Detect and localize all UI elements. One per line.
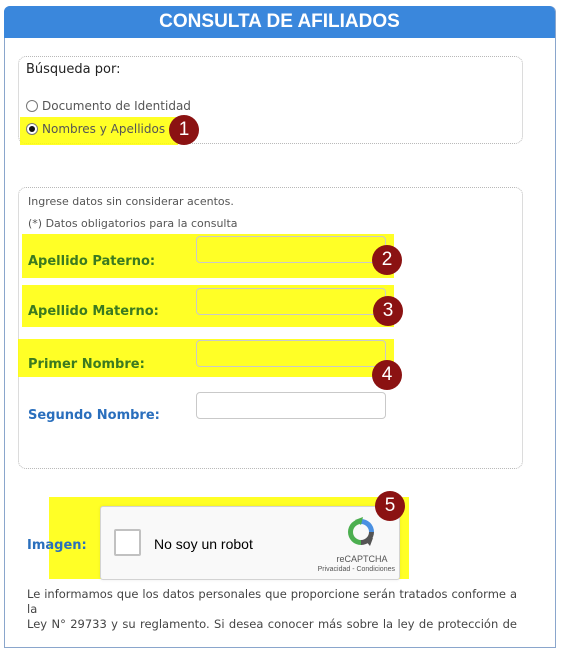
apellido-materno-label: Apellido Materno: bbox=[28, 304, 159, 319]
radio-label: Nombres y Apellidos bbox=[42, 122, 166, 136]
recaptcha-icon bbox=[345, 516, 377, 548]
segundo-nombre-label: Segundo Nombre: bbox=[28, 408, 160, 423]
search-by-label: Búsqueda por: bbox=[26, 62, 121, 77]
radio-label: Documento de Identidad bbox=[42, 99, 191, 113]
annotation-badge-2: 2 bbox=[372, 245, 402, 275]
page-title: CONSULTA DE AFILIADOS bbox=[4, 6, 555, 38]
recaptcha-brand: reCAPTCHA bbox=[336, 554, 388, 564]
privacy-notice-line-2: Ley N° 29733 y su reglamento. Si desea conocer más sobre la ley de protección de bbox=[27, 617, 517, 631]
apellido-paterno-input[interactable] bbox=[196, 236, 386, 263]
annotation-badge-5: 5 bbox=[375, 491, 405, 521]
segundo-nombre-input[interactable] bbox=[196, 392, 386, 419]
privacy-notice-line-1: Le informamos que los datos personales que proporcione serán tratados conforme a la bbox=[27, 587, 517, 616]
radio-button-checked[interactable] bbox=[26, 123, 38, 135]
primer-nombre-input[interactable] bbox=[196, 340, 386, 367]
radio-option-documento[interactable] bbox=[26, 99, 191, 113]
annotation-badge-3: 3 bbox=[373, 296, 403, 326]
form-hint-required: (*) Datos obligatorios para la consulta bbox=[28, 217, 238, 230]
recaptcha-checkbox[interactable] bbox=[114, 529, 141, 556]
apellido-paterno-label: Apellido Paterno: bbox=[28, 254, 156, 269]
annotation-badge-1: 1 bbox=[169, 115, 199, 145]
recaptcha-links[interactable]: Privacidad - Condiciones bbox=[317, 566, 395, 573]
imagen-label: Imagen: bbox=[27, 538, 87, 553]
radio-button[interactable] bbox=[26, 100, 38, 112]
apellido-materno-input[interactable] bbox=[196, 288, 386, 315]
recaptcha-label: No soy un robot bbox=[154, 536, 253, 552]
privacy-notice bbox=[27, 587, 517, 632]
recaptcha-widget bbox=[100, 506, 400, 580]
radio-option-nombres[interactable] bbox=[26, 122, 165, 136]
annotation-badge-4: 4 bbox=[372, 360, 402, 390]
primer-nombre-label: Primer Nombre: bbox=[28, 357, 145, 372]
form-hint-accents: Ingrese datos sin considerar acentos. bbox=[28, 195, 234, 208]
